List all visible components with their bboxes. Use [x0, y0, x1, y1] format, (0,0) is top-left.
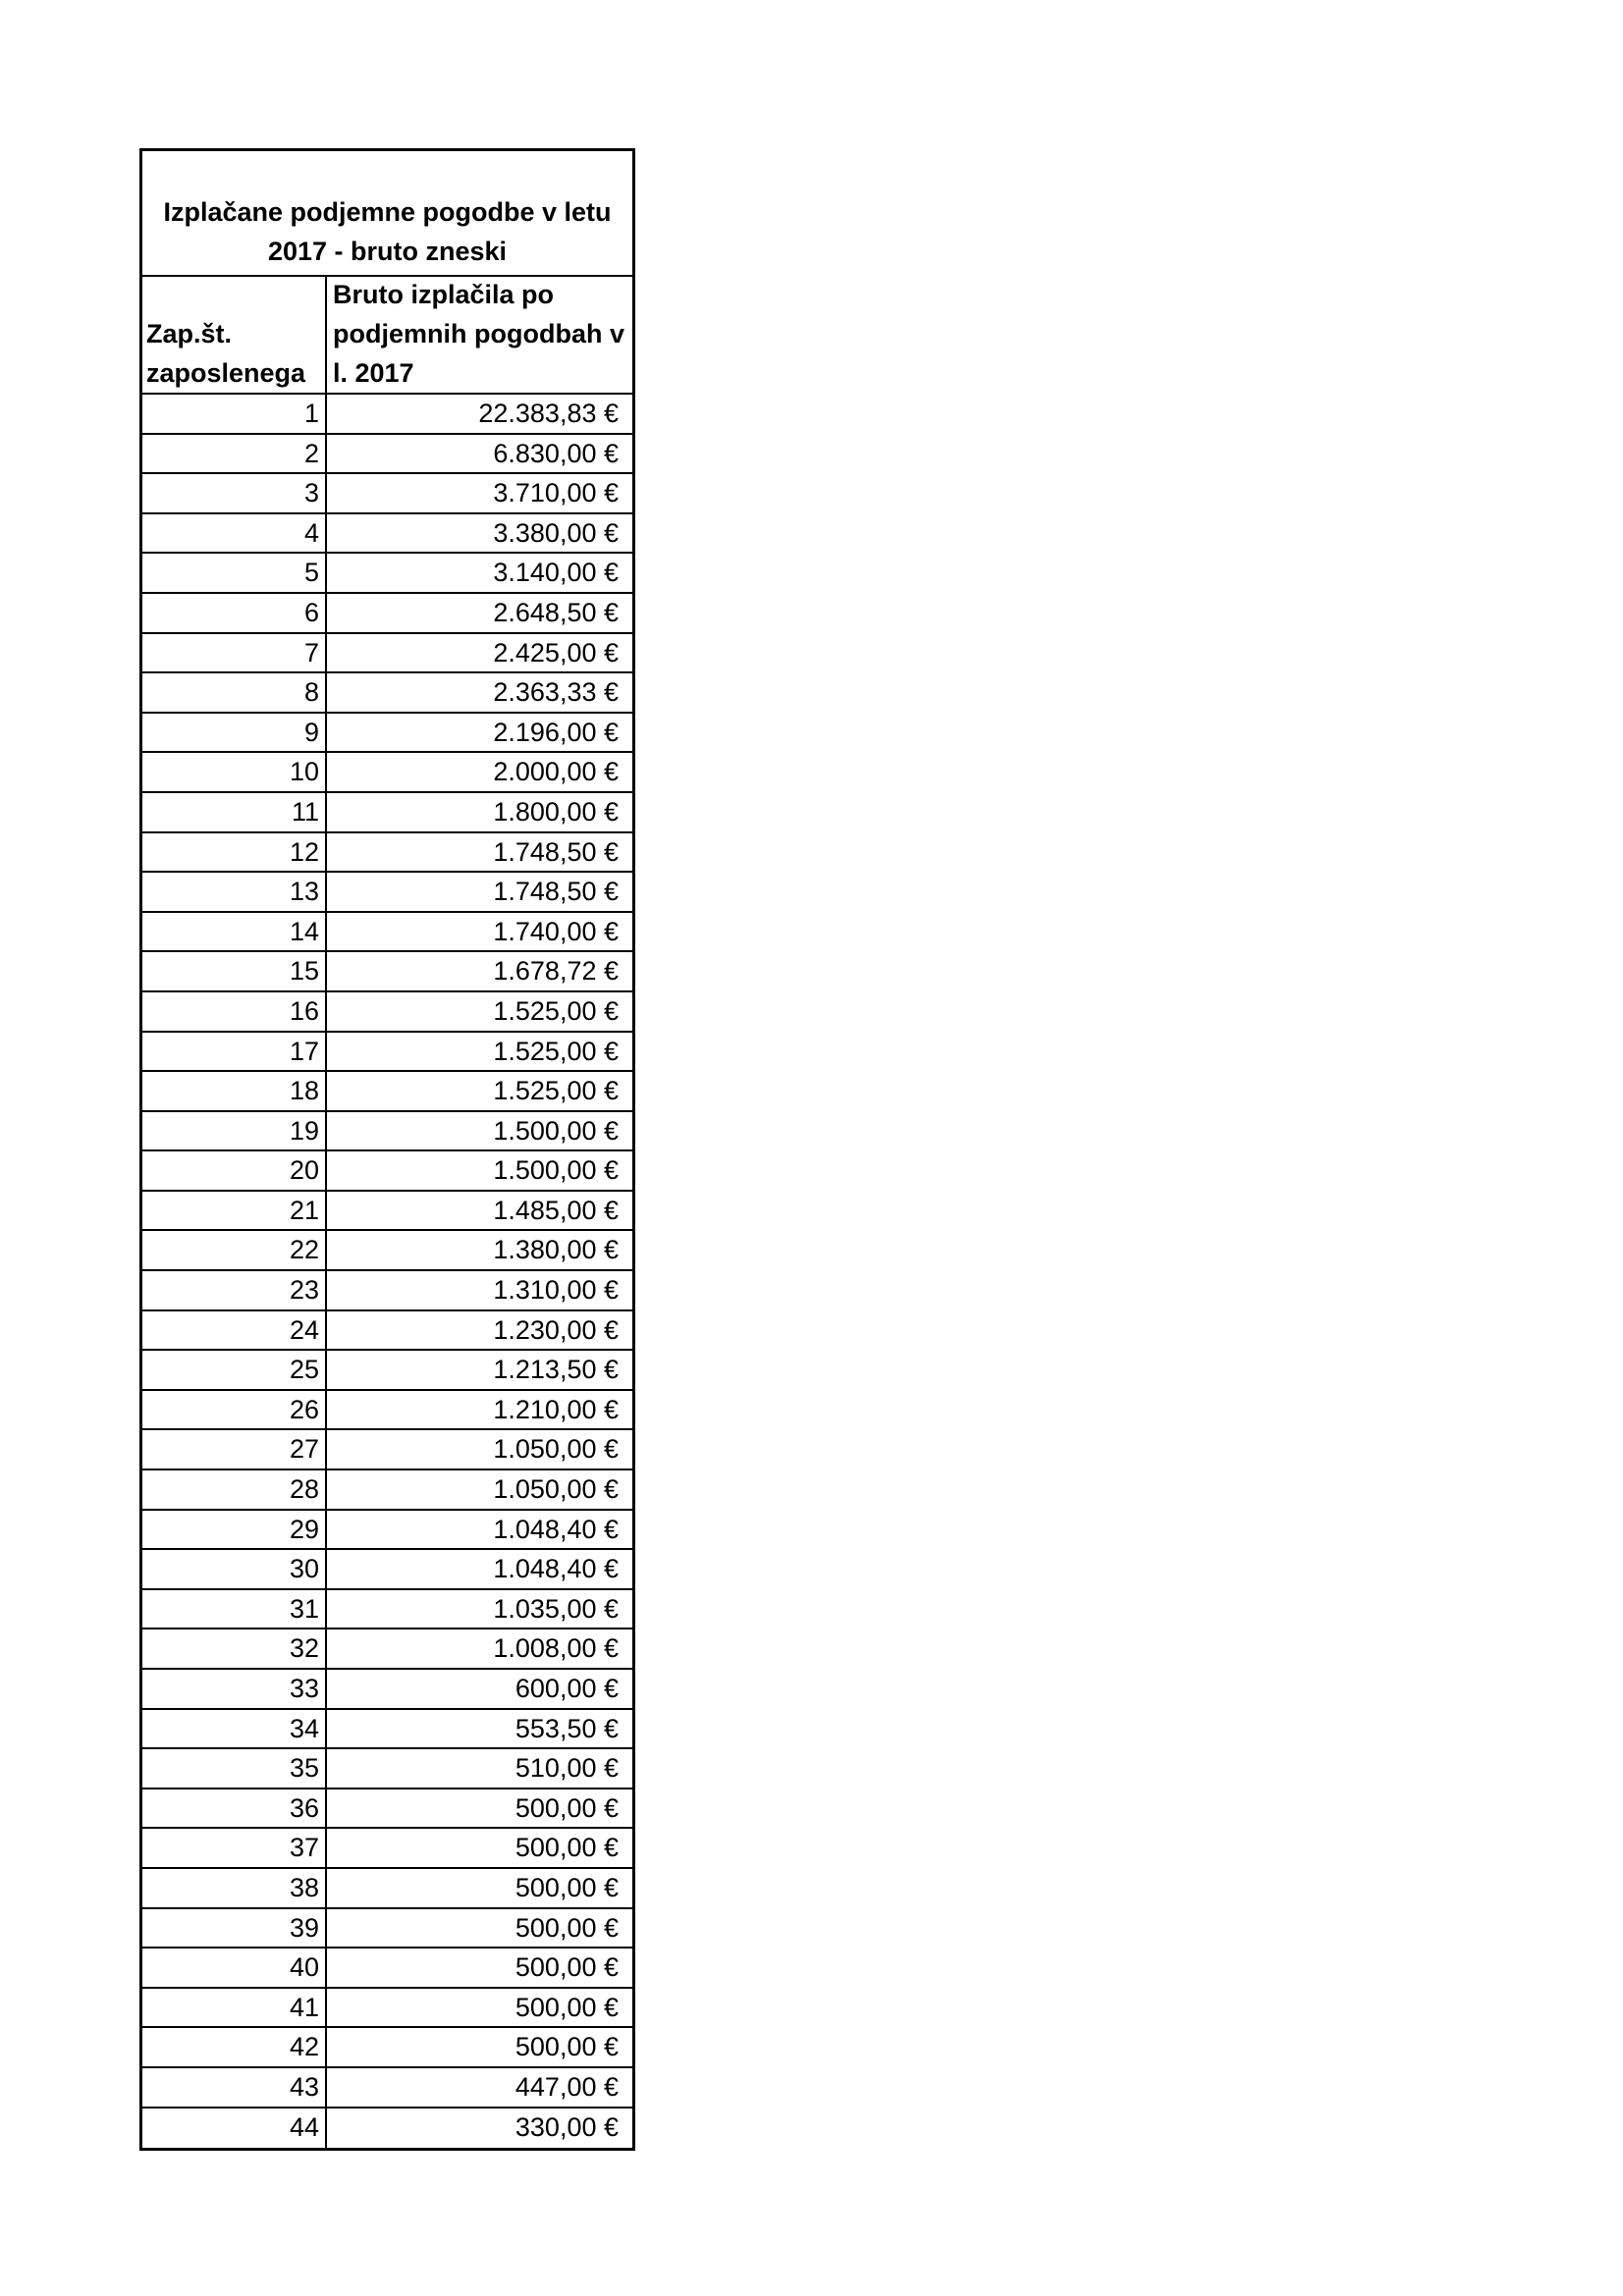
gross-amount-cell: 1.678,72 € — [493, 956, 619, 987]
employee-number-cell: 39 — [142, 1909, 327, 1948]
gross-amount-cell: 1.380,00 € — [493, 1235, 619, 1265]
employee-number-cell: 32 — [142, 1629, 327, 1668]
gross-amount-cell: 1.748,50 € — [493, 877, 619, 907]
employee-number-cell: 40 — [142, 1949, 327, 1987]
employee-number-cell: 7 — [142, 634, 327, 672]
table-row — [142, 793, 632, 833]
table-row — [142, 1989, 632, 2029]
table-row — [142, 2028, 632, 2068]
employee-number-cell: 24 — [142, 1311, 327, 1350]
gross-amount-cell: 1.500,00 € — [493, 1115, 619, 1146]
employee-number-cell: 6 — [142, 594, 327, 632]
table-row — [142, 554, 632, 594]
table-row — [142, 634, 632, 674]
employee-number-cell: 42 — [142, 2028, 327, 2066]
gross-amount-cell: 500,00 € — [514, 1992, 619, 2022]
gross-amount-cell: 2.648,50 € — [493, 597, 619, 627]
employee-number-cell: 14 — [142, 913, 327, 951]
gross-amount-cell: 500,00 € — [514, 1872, 619, 1902]
table-row — [142, 1829, 632, 1869]
gross-amount-cell: 1.525,00 € — [493, 1036, 619, 1066]
gross-amount-cell: 600,00 € — [514, 1674, 619, 1703]
employee-number-cell: 17 — [142, 1033, 327, 1071]
header-gross-payments-label: Bruto izplačila po podjemnih pogodbah v l. 2017 — [333, 280, 624, 388]
gross-amount-cell: 500,00 € — [514, 1952, 619, 1983]
employee-number-cell: 15 — [142, 952, 327, 990]
employee-number-cell: 19 — [142, 1112, 327, 1150]
gross-amount-cell: 1.048,40 € — [493, 1514, 619, 1544]
table-row — [142, 1192, 632, 1232]
table-row — [142, 1511, 632, 1551]
table-title: Izplačane podjemne pogodbe v letu 2017 - bruto zneski — [142, 151, 632, 277]
table-row — [142, 1949, 632, 1989]
gross-amount-cell: 1.500,00 € — [493, 1155, 619, 1186]
gross-amount-cell: 447,00 € — [514, 2071, 619, 2102]
table-row — [142, 1311, 632, 1352]
table-row — [142, 514, 632, 555]
table-row — [142, 395, 632, 435]
employee-number-cell: 38 — [142, 1869, 327, 1907]
table-row — [142, 673, 632, 714]
gross-amount-cell: 2.363,33 € — [493, 677, 619, 708]
gross-amount-cell: 510,00 € — [514, 1753, 619, 1784]
gross-amount-cell: 3.380,00 € — [493, 517, 619, 548]
gross-amount-cell: 6.830,00 € — [493, 438, 619, 468]
employee-number-cell: 1 — [142, 395, 327, 433]
gross-amount-cell: 1.048,40 € — [493, 1554, 619, 1584]
gross-amount-cell: 1.008,00 € — [493, 1633, 619, 1664]
employee-number-cell: 9 — [142, 714, 327, 752]
employee-number-cell: 36 — [142, 1789, 327, 1828]
table-row — [142, 1112, 632, 1152]
employee-number-cell: 11 — [142, 793, 327, 831]
employee-number-cell: 26 — [142, 1391, 327, 1429]
employee-number-cell: 41 — [142, 1989, 327, 2027]
table-row — [142, 594, 632, 634]
gross-amount-cell: 1.485,00 € — [493, 1195, 619, 1225]
employee-number-cell: 30 — [142, 1550, 327, 1588]
employee-number-cell: 28 — [142, 1470, 327, 1509]
gross-amount-cell: 1.210,00 € — [493, 1394, 619, 1424]
employee-number-cell: 33 — [142, 1670, 327, 1708]
employee-number-cell: 21 — [142, 1192, 327, 1230]
employee-number-cell: 35 — [142, 1749, 327, 1788]
gross-amount-cell: 1.748,50 € — [493, 836, 619, 867]
employee-number-cell: 27 — [142, 1430, 327, 1468]
gross-amount-cell: 1.800,00 € — [493, 796, 619, 827]
gross-amount-cell: 2.196,00 € — [493, 717, 619, 747]
gross-amount-cell: 330,00 € — [514, 2111, 619, 2142]
gross-amount-cell: 553,50 € — [514, 1713, 619, 1743]
gross-amount-cell: 1.740,00 € — [493, 916, 619, 946]
employee-number-cell: 29 — [142, 1511, 327, 1549]
employee-number-cell: 44 — [142, 2109, 327, 2149]
employee-number-cell: 13 — [142, 873, 327, 911]
table-row — [142, 1629, 632, 1670]
employee-number-cell: 23 — [142, 1271, 327, 1309]
gross-amount-cell: 500,00 € — [514, 2032, 619, 2062]
table-row — [142, 1470, 632, 1511]
employee-number-cell: 5 — [142, 554, 327, 592]
gross-amount-cell: 1.050,00 € — [493, 1474, 619, 1505]
header-employee-number-label: Zap.št. zaposlenega — [146, 319, 306, 388]
table-row — [142, 992, 632, 1033]
payments-table — [139, 148, 635, 2151]
employee-number-cell: 20 — [142, 1151, 327, 1190]
table-row — [142, 2109, 632, 2149]
gross-amount-cell: 1.035,00 € — [493, 1593, 619, 1624]
table-row — [142, 1271, 632, 1311]
table-row — [142, 1670, 632, 1710]
table-row — [142, 873, 632, 913]
table-row — [142, 1391, 632, 1431]
employee-number-cell: 22 — [142, 1231, 327, 1269]
table-row — [142, 1869, 632, 1909]
gross-amount-cell: 3.140,00 € — [493, 558, 619, 588]
employee-number-cell: 31 — [142, 1590, 327, 1629]
gross-amount-cell: 2.425,00 € — [493, 637, 619, 667]
gross-amount-cell: 1.525,00 € — [493, 995, 619, 1026]
table-row — [142, 952, 632, 992]
table-row — [142, 1351, 632, 1391]
employee-number-cell: 8 — [142, 673, 327, 712]
table-row — [142, 1072, 632, 1112]
gross-amount-cell: 1.213,50 € — [493, 1355, 619, 1385]
gross-amount-cell: 500,00 € — [514, 1833, 619, 1863]
table-row — [142, 1789, 632, 1830]
employee-number-cell: 2 — [142, 435, 327, 473]
table-row — [142, 435, 632, 475]
table-row — [142, 1909, 632, 1949]
table-row — [142, 714, 632, 754]
employee-number-cell: 10 — [142, 753, 327, 791]
employee-number-cell: 43 — [142, 2068, 327, 2107]
gross-amount-cell: 2.000,00 € — [493, 757, 619, 787]
table-row — [142, 1231, 632, 1271]
table-row — [142, 1710, 632, 1750]
gross-amount-cell: 3.710,00 € — [493, 478, 619, 508]
header-employee-number — [142, 277, 327, 393]
gross-amount-cell: 1.525,00 € — [493, 1076, 619, 1106]
table-row — [142, 1430, 632, 1470]
gross-amount-cell: 1.310,00 € — [493, 1275, 619, 1306]
table-row — [142, 1590, 632, 1630]
table-row — [142, 474, 632, 514]
table-row — [142, 753, 632, 793]
employee-number-cell: 4 — [142, 514, 327, 553]
table-body — [142, 395, 632, 2148]
table-row — [142, 833, 632, 874]
employee-number-cell: 37 — [142, 1829, 327, 1867]
table-row — [142, 913, 632, 953]
employee-number-cell: 16 — [142, 992, 327, 1031]
employee-number-cell: 25 — [142, 1351, 327, 1389]
table-header-row — [142, 277, 632, 395]
gross-amount-cell: 500,00 € — [514, 1912, 619, 1943]
gross-amount-cell: 1.230,00 € — [493, 1314, 619, 1345]
table-row — [142, 1550, 632, 1590]
table-row — [142, 2068, 632, 2109]
gross-amount-cell: 500,00 € — [514, 1792, 619, 1823]
employee-number-cell: 34 — [142, 1710, 327, 1748]
employee-number-cell: 18 — [142, 1072, 327, 1110]
gross-amount-cell: 1.050,00 € — [493, 1434, 619, 1465]
table-row — [142, 1749, 632, 1789]
table-row — [142, 1033, 632, 1073]
header-gross-payments — [327, 277, 632, 393]
employee-number-cell: 3 — [142, 474, 327, 512]
gross-amount-cell: 22.383,83 € — [478, 399, 619, 428]
employee-number-cell: 12 — [142, 833, 327, 872]
table-row — [142, 1151, 632, 1192]
